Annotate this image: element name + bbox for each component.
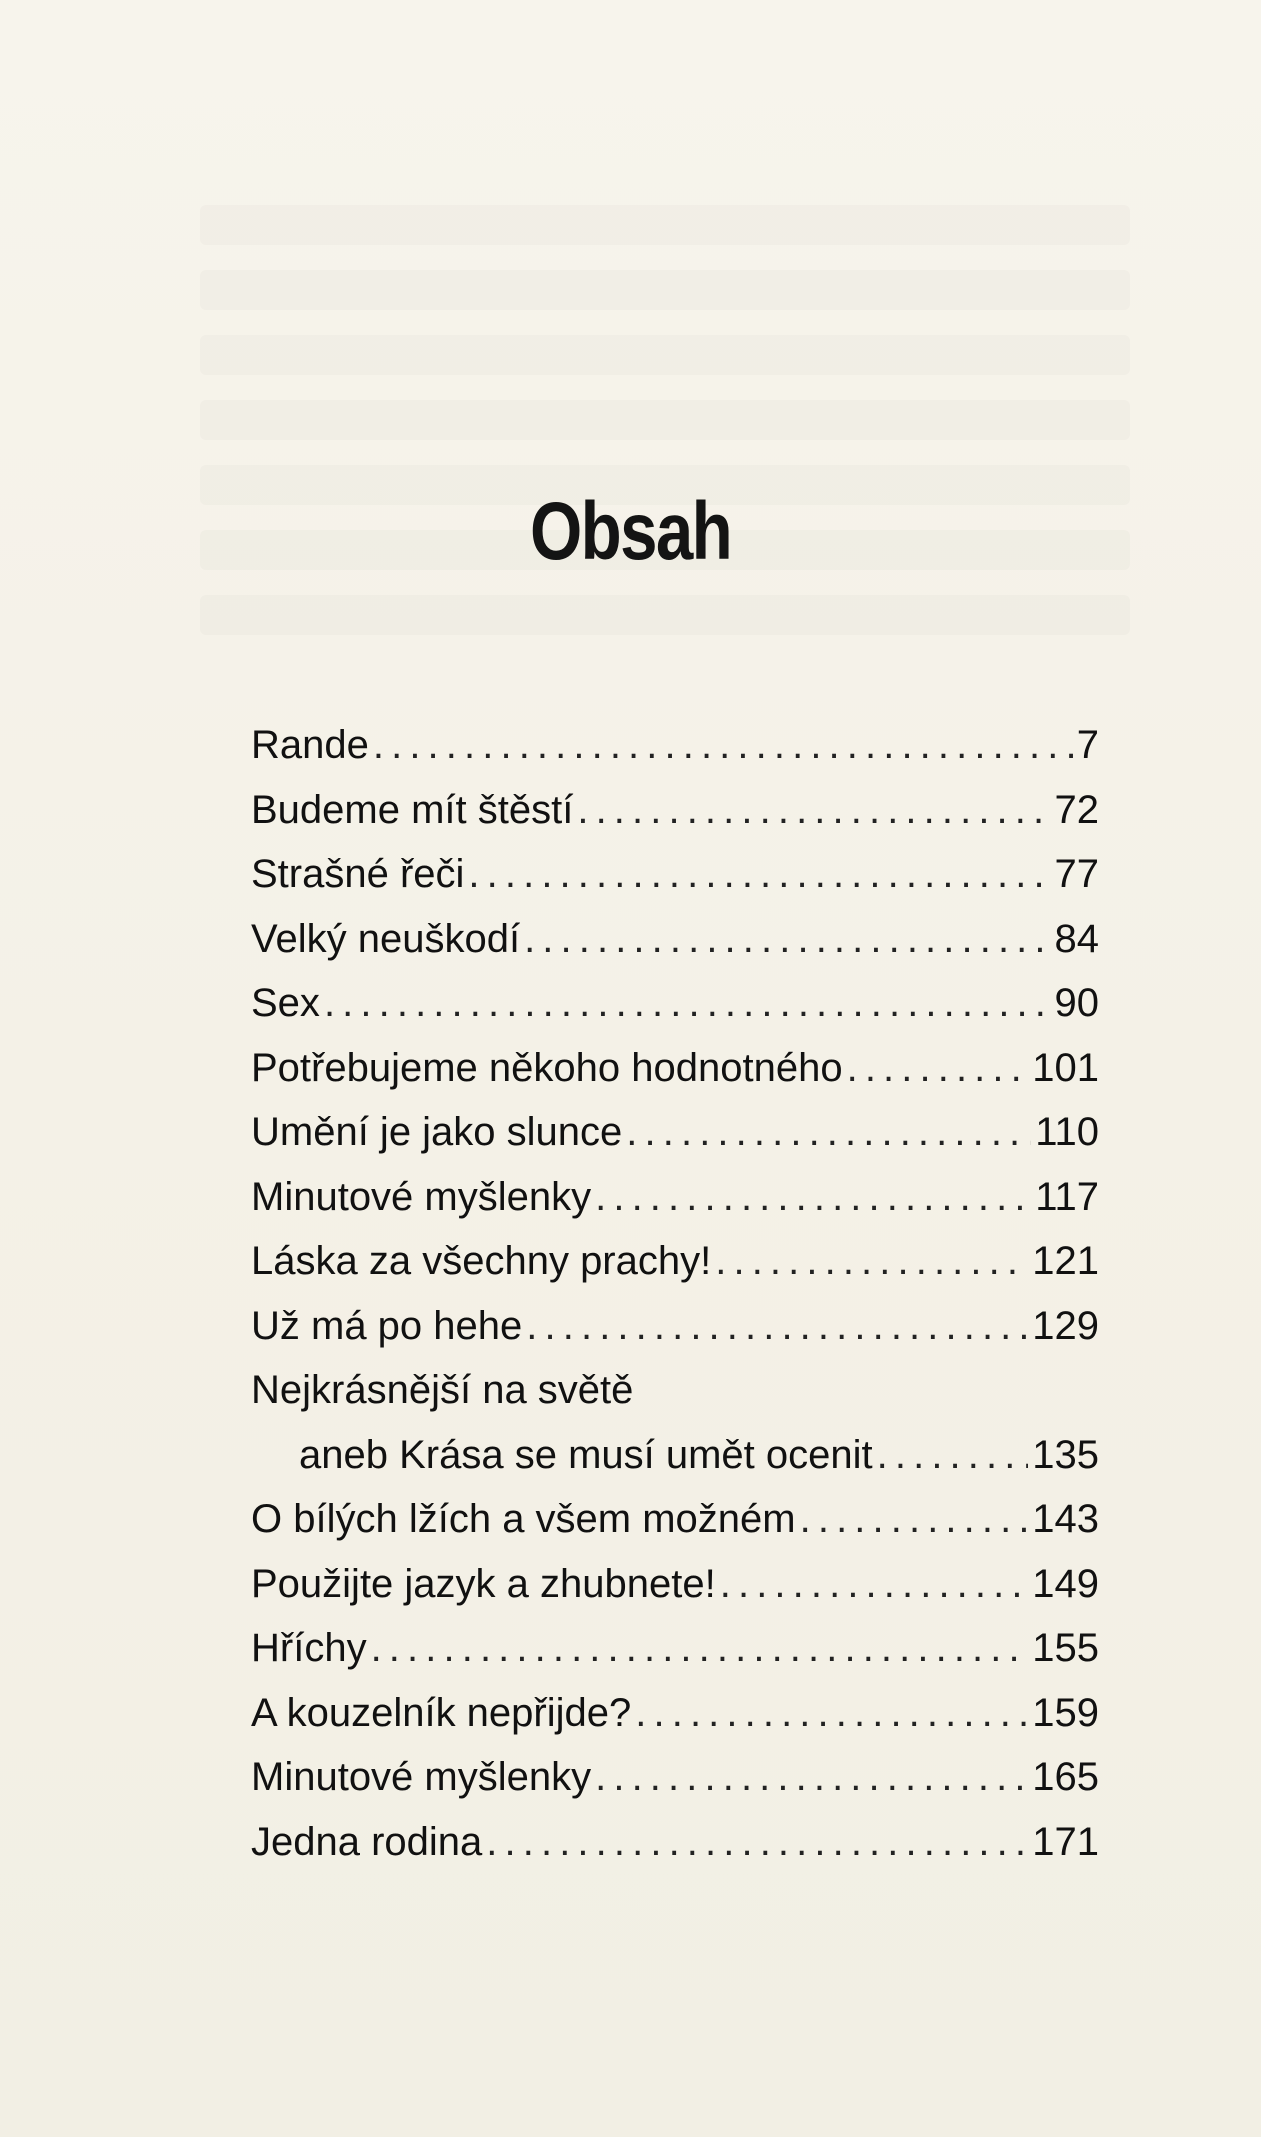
- toc-entry-title: Minutové myšlenky: [251, 1174, 592, 1219]
- toc-entry: [251, 1100, 1099, 1165]
- dot-leader: [577, 778, 1050, 843]
- toc-entry-page: 77: [1054, 852, 1099, 896]
- toc-entry-page: 155: [1032, 1626, 1099, 1670]
- dot-leader: [324, 971, 1051, 1036]
- dot-leader: [626, 1100, 1031, 1165]
- toc-entry: [251, 1810, 1099, 1875]
- toc-entry: [251, 1036, 1099, 1101]
- toc-entry-subtitle: aneb Krása se musí umět ocenit: [299, 1432, 873, 1477]
- dot-leader: [847, 1036, 1029, 1101]
- toc-entry-page: 135: [1032, 1432, 1099, 1477]
- toc-entry-page: 149: [1032, 1561, 1099, 1606]
- dot-leader: [877, 1423, 1029, 1488]
- toc-entry-title: O bílých lžích a všem možném: [251, 1497, 796, 1541]
- dot-leader: [595, 1165, 1031, 1230]
- table-of-contents: [251, 713, 1099, 1874]
- toc-entry-title: Minutové myšlenky: [251, 1755, 592, 1799]
- toc-entry-title: Jedna rodina: [251, 1819, 483, 1864]
- show-through-line: [200, 205, 1130, 245]
- dot-leader: [468, 842, 1050, 907]
- show-through-line: [200, 595, 1130, 635]
- dot-leader: [715, 1229, 1028, 1294]
- page-title: Obsah: [529, 486, 732, 577]
- dot-leader: [800, 1487, 1029, 1552]
- toc-entry-title: Rande: [251, 723, 369, 767]
- toc-entry-page: 84: [1054, 916, 1099, 961]
- toc-entry: [251, 907, 1099, 972]
- toc-entry: [251, 1552, 1099, 1617]
- toc-entry-page: 159: [1032, 1690, 1099, 1735]
- toc-entry-title: Velký neuškodí: [251, 916, 521, 961]
- toc-entry: [251, 1358, 1099, 1423]
- toc-entry-page: 101: [1032, 1045, 1099, 1090]
- toc-entry: [251, 1294, 1099, 1359]
- toc-entry-title: Hříchy: [251, 1626, 367, 1670]
- toc-entry: [251, 842, 1099, 907]
- toc-entry-page: 121: [1032, 1239, 1099, 1283]
- toc-entry-title: Už má po hehe: [251, 1303, 523, 1348]
- toc-entry-page: 171: [1032, 1819, 1099, 1864]
- toc-entry-title: Strašné řeči: [251, 852, 465, 896]
- toc-entry-page: 143: [1032, 1497, 1099, 1541]
- toc-entry-title: Potřebujeme někoho hodnotného: [251, 1045, 843, 1090]
- toc-entry-page: 7: [1076, 723, 1099, 767]
- dot-leader: [524, 907, 1050, 972]
- toc-entry-title: Sex: [251, 981, 320, 1025]
- toc-entry-title: Nejkrásnější na světě: [251, 1368, 634, 1412]
- show-through-line: [200, 270, 1130, 310]
- toc-entry: [251, 1681, 1099, 1746]
- toc-entry: [251, 1616, 1099, 1681]
- toc-entry: [251, 1745, 1099, 1810]
- toc-entry-page: 110: [1035, 1110, 1099, 1154]
- toc-entry: [251, 1487, 1099, 1552]
- toc-entry-title: Umění je jako slunce: [251, 1110, 623, 1154]
- toc-entry-title: Budeme mít štěstí: [251, 787, 574, 832]
- show-through-line: [200, 400, 1130, 440]
- toc-entry-title: Láska za všechny prachy!: [251, 1239, 712, 1283]
- toc-entry-page: 129: [1032, 1303, 1099, 1348]
- toc-entry: [251, 1165, 1099, 1230]
- toc-entry-page: 165: [1032, 1755, 1099, 1799]
- dot-leader: [526, 1294, 1028, 1359]
- toc-entry-page: 90: [1054, 981, 1099, 1025]
- dot-leader: [595, 1745, 1028, 1810]
- toc-entry: [251, 1229, 1099, 1294]
- toc-entry-page: 117: [1035, 1174, 1099, 1219]
- toc-entry-title: A kouzelník nepřijde?: [251, 1690, 632, 1735]
- toc-entry-title: Použijte jazyk a zhubnete!: [251, 1561, 716, 1606]
- dot-leader: [720, 1552, 1029, 1617]
- dot-leader: [635, 1681, 1028, 1746]
- dot-leader: [373, 713, 1073, 778]
- toc-entry-page: 72: [1054, 787, 1099, 832]
- dot-leader: [371, 1616, 1029, 1681]
- toc-entry: [251, 713, 1099, 778]
- toc-entry: [251, 971, 1099, 1036]
- toc-entry-continuation: [251, 1423, 1099, 1488]
- show-through-line: [200, 335, 1130, 375]
- dot-leader: [486, 1810, 1028, 1875]
- toc-entry: [251, 778, 1099, 843]
